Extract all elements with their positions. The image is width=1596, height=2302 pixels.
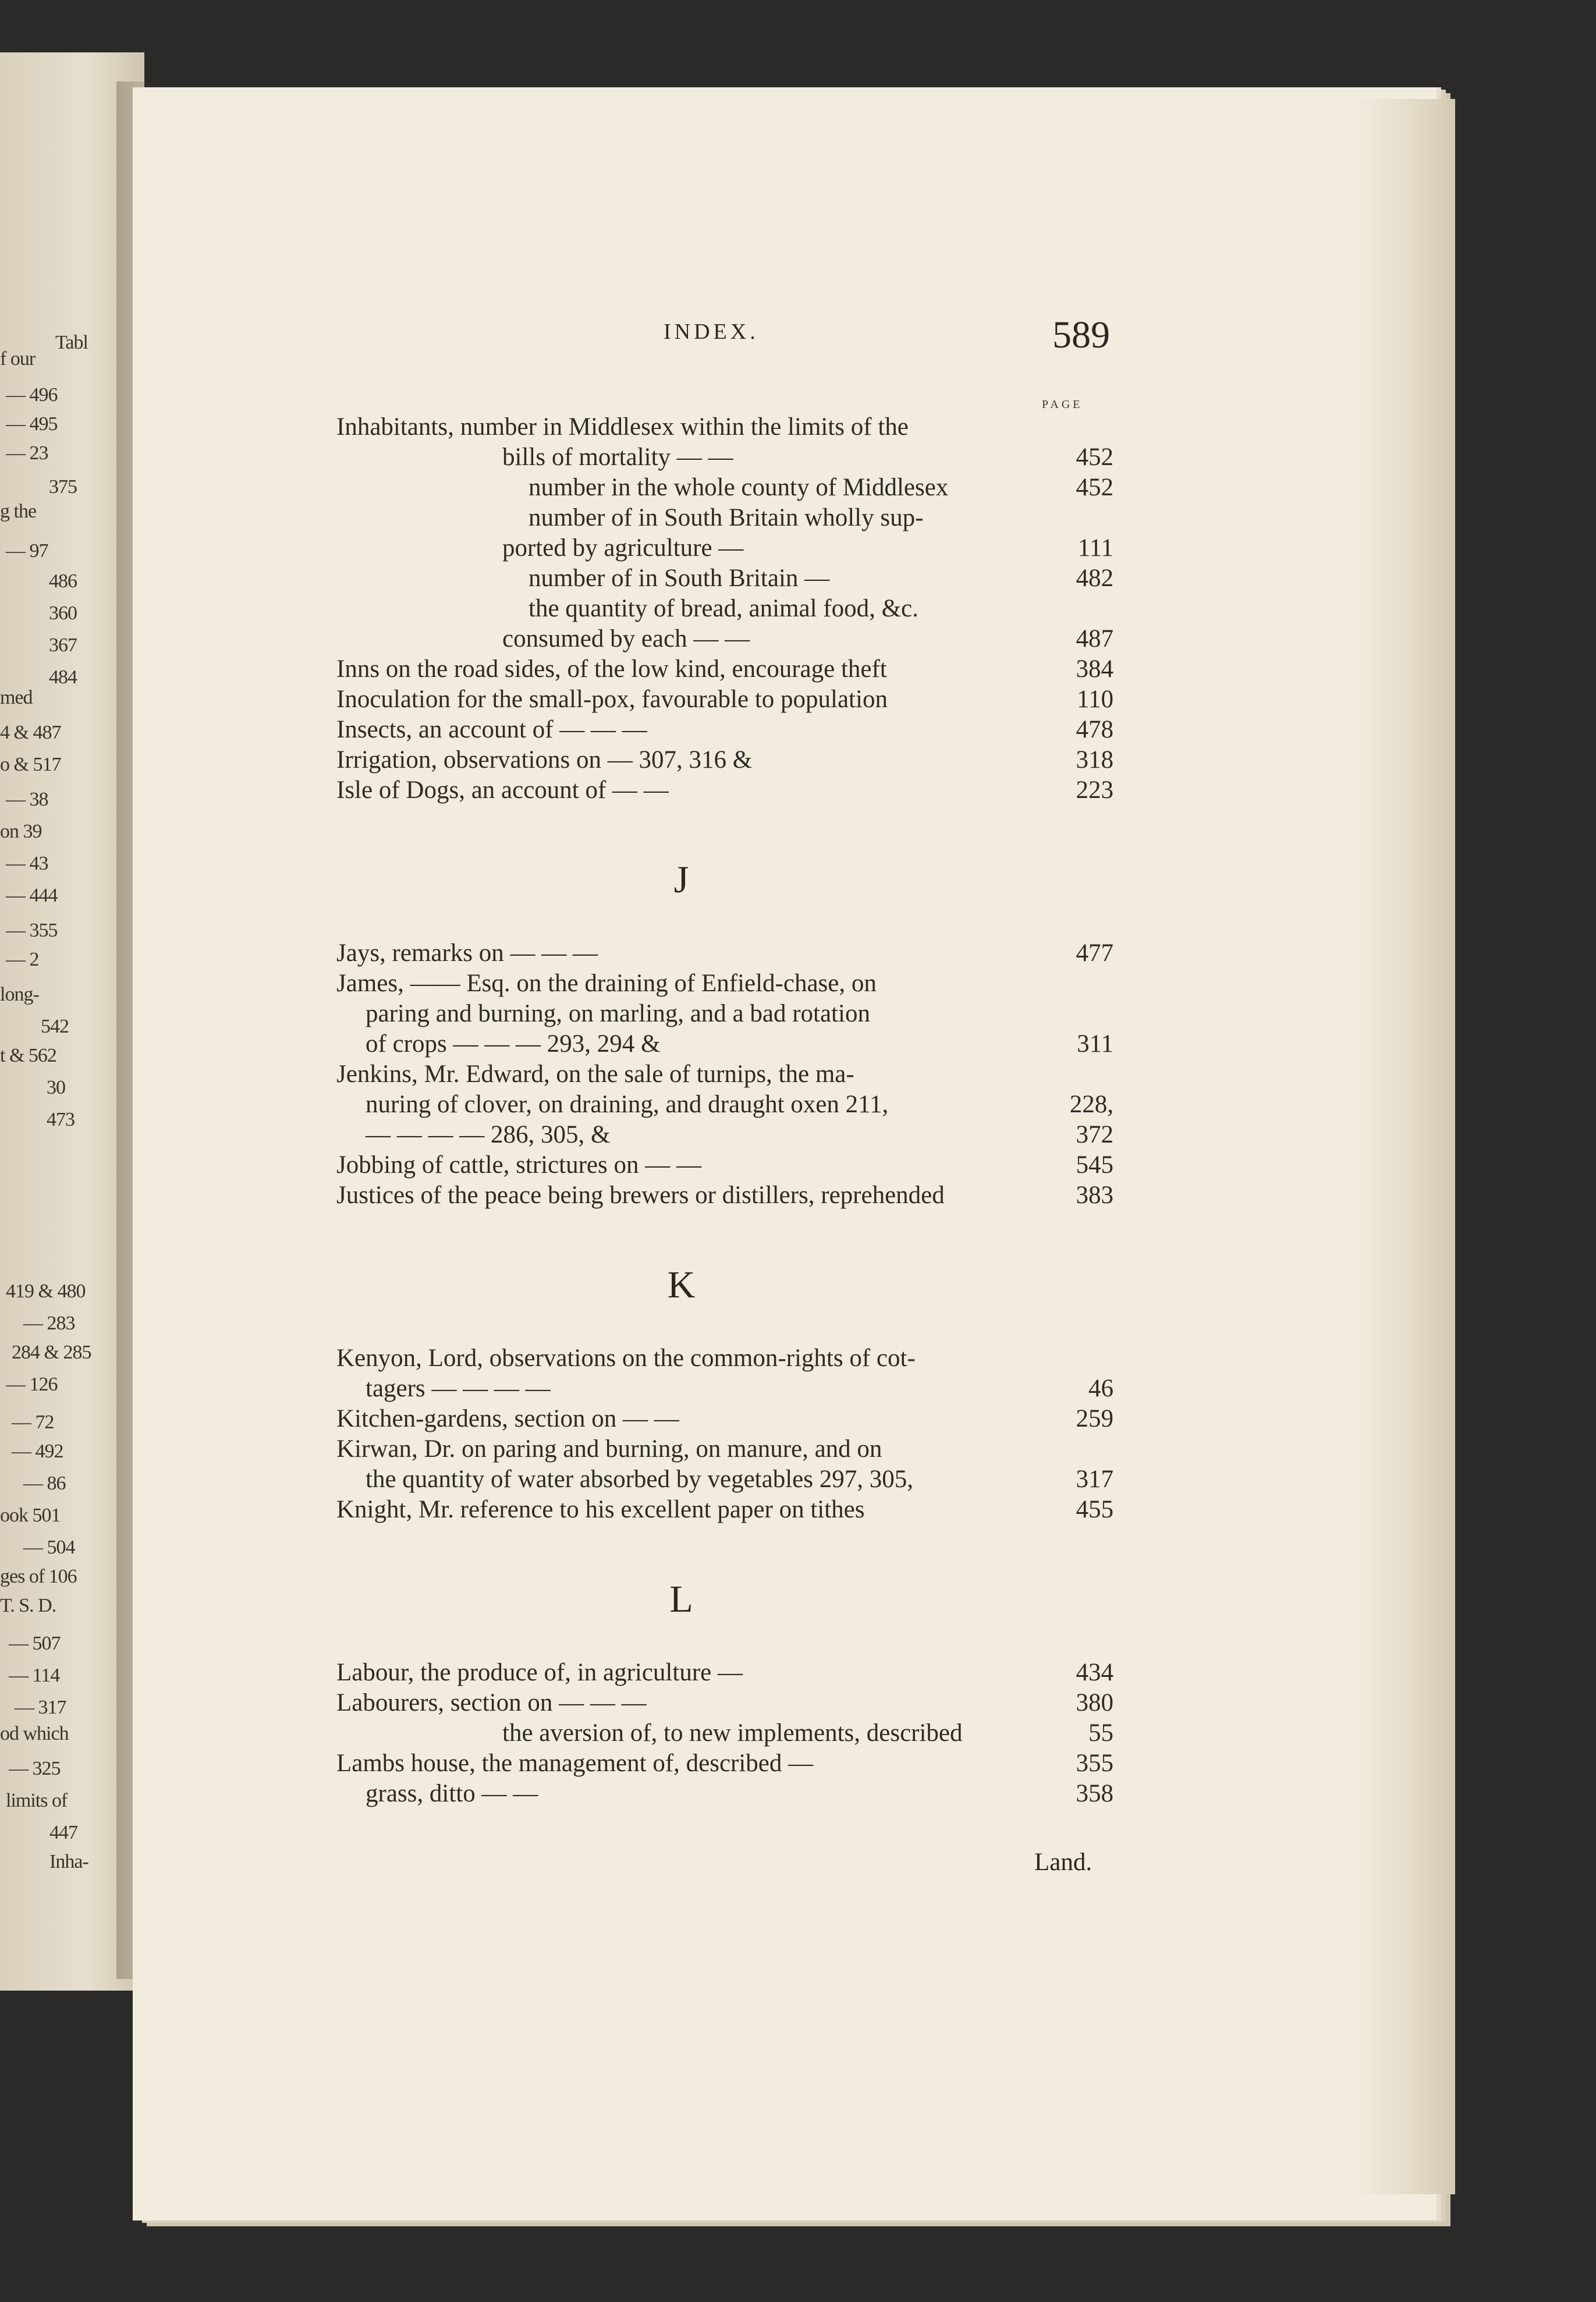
entry-text: the aversion of, to new implements, described — [502, 1719, 963, 1747]
entry-text: Knight, Mr. reference to his excellent paper on tithes — [336, 1496, 865, 1523]
facing-page-fragment: — 114 — [9, 1665, 60, 1686]
index-entry-line — [336, 1464, 1113, 1495]
facing-page-fragment: 542 — [41, 1016, 69, 1037]
facing-page-fragment: — 496 — [6, 384, 58, 406]
index-entry-line — [336, 1434, 1113, 1464]
index-section — [336, 822, 1113, 1227]
entry-text: the quantity of water absorbed by vegetables 297, 305, — [366, 1466, 913, 1493]
facing-page-fragment: 367 — [49, 634, 77, 656]
index-entry-line — [336, 594, 1113, 624]
entry-text: Kirwan, Dr. on paring and burning, on manure, and on — [336, 1435, 882, 1463]
entry-page-ref: 478 — [1076, 716, 1113, 743]
index-entry-line — [336, 1658, 1113, 1688]
entry-page-ref: 452 — [1076, 444, 1113, 471]
facing-page-fragment: 375 — [49, 476, 77, 498]
catchword: Land. — [1034, 1849, 1093, 1876]
facing-page-fragment: T. S. D. — [0, 1595, 56, 1616]
entry-text: Inoculation for the small-pox, favourable to population — [336, 686, 888, 713]
facing-page-fragment: f our — [0, 348, 36, 370]
page-column-label: PAGE — [1042, 398, 1083, 411]
facing-page-fragment: 284 & 285 — [12, 1342, 91, 1363]
entry-page-ref: 311 — [1077, 1030, 1113, 1058]
facing-page-fragment: o & 517 — [0, 754, 61, 775]
facing-page-fragment: ook 501 — [0, 1505, 61, 1526]
entry-page-ref: 111 — [1077, 534, 1113, 562]
entry-text: Inns on the road sides, of the low kind, encourage theft — [336, 655, 887, 683]
facing-page-fragment: 360 — [49, 602, 77, 624]
entry-text: Jenkins, Mr. Edward, on the sale of turnips, the ma- — [336, 1060, 854, 1088]
facing-page-fragment: on 39 — [0, 821, 42, 842]
index-entry-line — [336, 442, 1113, 473]
entry-text: Lambs house, the management of, described — — [336, 1750, 814, 1777]
facing-page-fragment: — 38 — [6, 789, 48, 810]
facing-page-fragment: — 492 — [12, 1441, 63, 1462]
entry-page-ref: 318 — [1076, 746, 1113, 774]
index-entry-line — [336, 473, 1113, 503]
index-entry-line — [336, 1718, 1113, 1748]
index-entry-line — [336, 1343, 1113, 1374]
index-entry-line — [336, 1150, 1113, 1180]
entry-page-ref: 487 — [1076, 625, 1113, 652]
facing-page-fragment: ges of 106 — [0, 1566, 77, 1587]
entry-text: Irrigation, observations on — 307, 316 & — [336, 746, 753, 774]
index-entry-line — [336, 412, 1113, 442]
facing-page-fragment: long- — [0, 984, 39, 1005]
entry-text: Jays, remarks on — — — — [336, 939, 598, 967]
entry-text: Labour, the produce of, in agriculture — — [336, 1659, 743, 1686]
index-entry-line — [336, 1059, 1113, 1090]
index-entry-line — [336, 503, 1113, 533]
facing-page-fragment: — 504 — [23, 1537, 75, 1558]
facing-page-fragment: — 97 — [6, 540, 48, 562]
index-entry-line — [336, 1029, 1113, 1059]
facing-page-fragment: — 126 — [6, 1374, 58, 1395]
index-section — [336, 1227, 1113, 1541]
entry-page-ref: 545 — [1076, 1151, 1113, 1179]
entry-page-ref: 228, — [1069, 1091, 1113, 1118]
facing-page-fragment: — 43 — [6, 853, 48, 874]
section-gap — [336, 806, 1113, 822]
entry-text: Jobbing of cattle, strictures on — — — [336, 1151, 701, 1179]
entry-page-ref: 110 — [1077, 686, 1113, 713]
entry-page-ref: 259 — [1076, 1405, 1113, 1432]
index-entry-line — [336, 1779, 1113, 1809]
index-entry-line — [336, 969, 1113, 999]
entry-page-ref: 380 — [1076, 1689, 1113, 1716]
facing-page-fragment: Tabl — [55, 332, 88, 353]
facing-page-fragment: — 23 — [6, 442, 48, 464]
entry-text: Isle of Dogs, an account of — — — [336, 776, 669, 804]
entry-text: number in the whole county of Middlesex — [529, 474, 949, 501]
index-section — [336, 1541, 1113, 1809]
entry-page-ref: 384 — [1076, 655, 1113, 683]
facing-page-fragment: — 317 — [15, 1697, 66, 1718]
index-entry-line — [336, 1120, 1113, 1150]
facing-page-fragment: limits of — [6, 1790, 68, 1811]
entry-text: Justices of the peace being brewers or distillers, reprehended — [336, 1182, 945, 1209]
facing-page-fragment: t & 562 — [0, 1045, 56, 1066]
entry-text: the quantity of bread, animal food, &c. — [529, 595, 918, 622]
facing-page-fragment: Inha- — [49, 1851, 88, 1872]
facing-page-fragment: — 325 — [9, 1758, 61, 1779]
facing-page-fragment: 447 — [49, 1822, 77, 1843]
entry-text: number of in South Britain wholly sup- — [529, 504, 924, 531]
facing-page-fragment: — 86 — [23, 1473, 66, 1494]
facing-page-fragment: — 2 — [6, 949, 39, 970]
entry-text: Inhabitants, number in Middlesex within the limits of the — [336, 413, 909, 441]
page-edge — [1356, 99, 1455, 2194]
index-entry-line — [336, 533, 1113, 563]
running-head: INDEX. — [664, 320, 759, 344]
facing-page-fragment: med — [0, 687, 33, 708]
index-entry-line — [336, 563, 1113, 594]
section-letter: L — [669, 1578, 693, 1620]
index-entry-line — [336, 1090, 1113, 1120]
facing-page-fragment: g the — [0, 501, 37, 522]
entry-text: Kenyon, Lord, observations on the common-rights of cot- — [336, 1345, 916, 1372]
index-entry-line — [336, 715, 1113, 745]
index-entry-line — [336, 1688, 1113, 1718]
entry-page-ref: 434 — [1076, 1659, 1113, 1686]
page-number: 589 — [1052, 314, 1110, 356]
index-entry-line — [336, 1748, 1113, 1779]
facing-page-fragment: — 283 — [23, 1313, 75, 1334]
entry-text: of crops — — — 293, 294 & — [366, 1030, 661, 1058]
index-entry-line — [336, 938, 1113, 969]
index-entry-line — [336, 1495, 1113, 1525]
section-gap — [336, 1211, 1113, 1227]
entry-page-ref: 46 — [1088, 1375, 1113, 1402]
facing-page-fragment: 4 & 487 — [0, 722, 61, 743]
facing-page-fragment: 484 — [49, 666, 77, 688]
entry-text: Labourers, section on — — — — [336, 1689, 647, 1716]
entry-page-ref: 372 — [1076, 1121, 1113, 1148]
entry-page-ref: 455 — [1076, 1496, 1113, 1523]
facing-page-fragment: 486 — [49, 570, 77, 592]
entry-page-ref: 482 — [1076, 565, 1113, 592]
index-body — [336, 412, 1113, 1809]
entry-page-ref: 477 — [1076, 939, 1113, 967]
entry-page-ref: 358 — [1076, 1780, 1113, 1807]
entry-page-ref: 223 — [1076, 776, 1113, 804]
entry-page-ref: 317 — [1076, 1466, 1113, 1493]
entry-text: consumed by each — — — [502, 625, 750, 652]
facing-page-fragment: — 355 — [6, 920, 58, 941]
facing-page-fragment: — 72 — [12, 1411, 54, 1433]
index-entry-line — [336, 624, 1113, 654]
index-entry-line — [336, 654, 1113, 684]
index-entry-line — [336, 1374, 1113, 1404]
facing-page-fragment: od which — [0, 1723, 69, 1744]
facing-page-fragment: 419 & 480 — [6, 1281, 86, 1302]
index-entry-line — [336, 775, 1113, 806]
entry-page-ref: 383 — [1076, 1182, 1113, 1209]
entry-page-ref: 355 — [1076, 1750, 1113, 1777]
index-entry-line — [336, 745, 1113, 775]
entry-text: nuring of clover, on draining, and draught oxen 211, — [366, 1091, 889, 1118]
entry-page-ref: 55 — [1088, 1719, 1113, 1747]
index-section — [336, 412, 1113, 822]
entry-text: Kitchen-gardens, section on — — — [336, 1405, 679, 1432]
index-entry-line — [336, 1404, 1113, 1434]
facing-page-fragment: — 495 — [6, 413, 58, 435]
index-entry-line — [336, 1180, 1113, 1211]
entry-text: number of in South Britain — — [529, 565, 830, 592]
facing-page-fragment: — 507 — [9, 1633, 61, 1654]
facing-page-fragment: — 444 — [6, 885, 58, 906]
index-entry-line — [336, 684, 1113, 715]
section-gap — [336, 1525, 1113, 1541]
entry-text: ported by agriculture — — [502, 534, 744, 562]
facing-page-fragment: 473 — [47, 1109, 75, 1130]
section-letter: K — [667, 1264, 696, 1306]
entry-text: — — — — 286, 305, & — [366, 1121, 611, 1148]
entry-text: tagers — — — — — [366, 1375, 551, 1402]
entry-text: James, —— Esq. on the draining of Enfield-chase, on — [336, 970, 877, 997]
section-letter: J — [673, 859, 689, 901]
facing-page-fragment: 30 — [47, 1077, 65, 1098]
entry-text: Insects, an account of — — — — [336, 716, 647, 743]
entry-text: grass, ditto — — — [366, 1780, 538, 1807]
entry-text: paring and burning, on marling, and a bad rotation — [366, 1000, 870, 1027]
entry-text: bills of mortality — — — [502, 444, 733, 471]
entry-page-ref: 452 — [1076, 474, 1113, 501]
index-entry-line — [336, 999, 1113, 1029]
